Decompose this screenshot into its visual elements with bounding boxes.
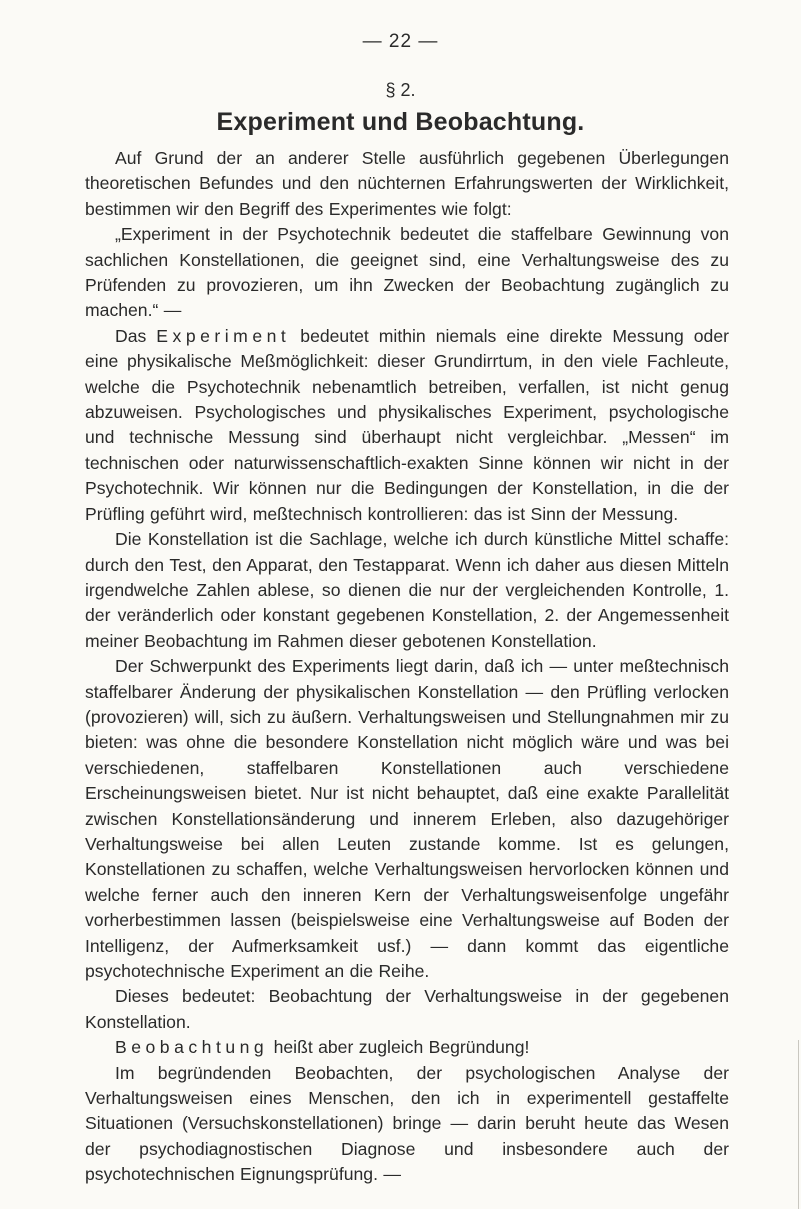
paragraph-1: Auf Grund der an anderer Stelle ausführlich gegebenen Überlegungen theoretischen Befundes und den nüchternen Erfahrungswerten der Wirklichkeit, bestimmen wir den Begriff des Experimentes wie folgt: — [85, 148, 729, 219]
emphasized-term-experiment: Experiment — [156, 325, 291, 346]
paragraph-8: Im begründenden Beobachten, der psychologischen Analyse der Verhaltungsweisen eines Menschen, den ich in experimentell gestaffelte Situationen (Versuchskonstellationen) bringe — darin beruht heute das Wesen der psychodiagnostischen Diagnose und insbesondere auch der psychotechnischen Eignungsprüfung. — — [85, 1062, 729, 1185]
body-text — [85, 146, 729, 1188]
paragraph-3-text: bedeutet mithin niemals eine direkte Messung oder eine physikalische Meßmöglichkeit: dieser Grundirrtum, in den viele Fachleute, welche die Psychotechnik nebenamtlich betreiben, verfallen, ist nicht genug abzuweisen. Psychologisches und physikalisches Experiment, psychologische und technische Messung sind überhaupt nicht vergleichbar. „Messen“ im technischen oder naturwissenschaftlich-exakten Sinne können wir nicht in der Psychotechnik. Wir können nur die Bedingungen der Konstellation, in die der Prüfling geführt wird, meßtechnisch kontrollieren: das ist Sinn der Messung. — [85, 325, 729, 524]
section-number: § 2. — [385, 80, 416, 100]
paragraph-6: Dieses bedeutet: Beobachtung der Verhaltungsweise in der gegebenen Konstellation. — [85, 986, 729, 1032]
paragraph-3-prefix: Das — [115, 325, 157, 346]
emphasized-term-beobachtung: Beobachtung — [115, 1037, 269, 1058]
paragraph-5: Der Schwerpunkt des Experiments liegt darin, daß ich — unter meßtechnisch staffelbarer Änderung der physikalischen Konstellation — den Prüfling verlocken (provozieren) will, sich zu äußern. Verhaltungsweisen und Stellungnahmen mir zu bieten: was ohne die besondere Konstellation nicht möglich wäre und was bei verschiedenen, staffelbaren Konstellationen auch verschiedene Erscheinungsweisen bietet. Nur ist nicht behauptet, daß eine exakte Parallelität zwischen Konstellationsänderung und innerem Erleben, also dazugehöriger Verhaltungsweise bei allen Leuten zustande komme. Ist es gelungen, Konstellationen zu schaffen, welche Verhaltungsweisen hervorlocken können und welche ferner auch den inneren Kern der Verhaltungsweisenfolge ungefähr vorherbestimmen lassen (beispielsweise eine Verhaltungsweise auf Boden der Intelligenz, der Aufmerksamkeit usf.) — dann kommt das eigentliche psychotechnische Experiment an die Reihe. — [85, 656, 729, 981]
page-number: — 22 — — [362, 31, 439, 52]
page-edge-line — [798, 1040, 799, 1209]
paragraph-3 — [85, 324, 729, 527]
paragraph-2: „Experiment in der Psychotechnik bedeutet die staffelbare Gewinnung von sachlichen Konstellationen, die geeignet sind, eine Verhaltungsweise des zu Prüfenden zu provozieren, um ihn Zwecken der Beobachtung zugänglich zu machen.“ — — [85, 224, 729, 321]
paragraph-7 — [85, 1035, 729, 1060]
section-heading: Experiment und Beobachtung. — [216, 108, 585, 136]
paragraph-7-text: heißt aber zugleich Begründung! — [268, 1037, 530, 1058]
paragraph-4: Die Konstellation ist die Sachlage, welche ich durch künstliche Mittel schaffe: durch den Test, den Apparat, den Testapparat. Wenn ich daher aus diesen Mitteln irgendwelche Zahlen ablese, so dienen die nur der vergleichenden Kontrolle, 1. der veränderlich oder konstant gegebenen Konstellation, 2. der Angemessenheit meiner Beobachtung im Rahmen dieser gebotenen Konstellation. — [85, 529, 729, 651]
